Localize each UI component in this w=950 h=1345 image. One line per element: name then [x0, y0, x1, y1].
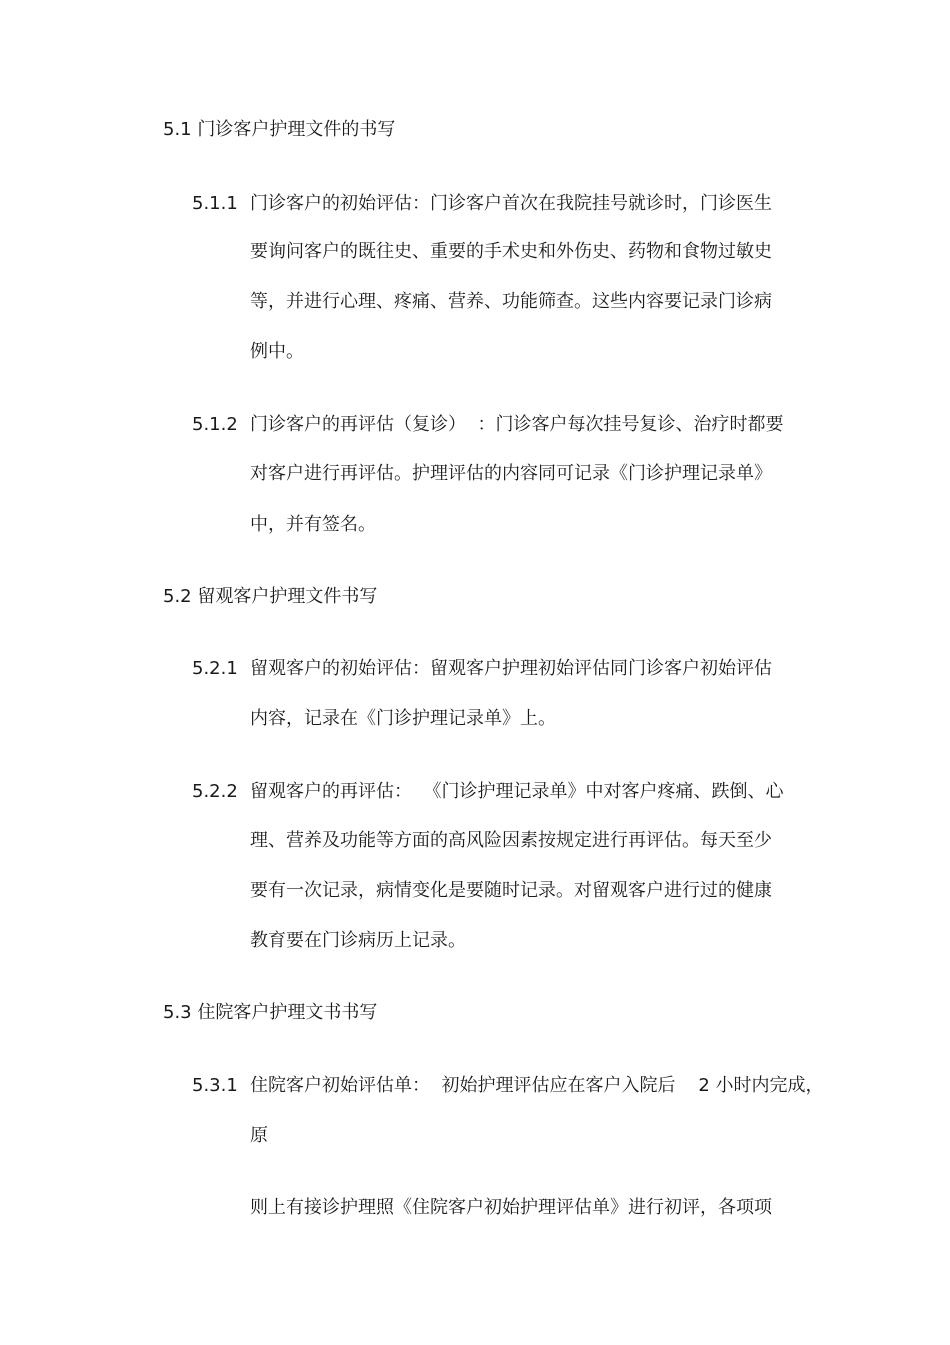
- item-number-5-2-2: 5.2.2: [192, 781, 238, 802]
- item-number-5-1-1: 5.1.1: [192, 193, 238, 214]
- item-5-2-2-line-2: 理、营养及功能等方面的高风险因素按规定进行再评估。每天至少: [250, 830, 772, 851]
- section-heading-5-2: 5.2 留观客户护理文件书写: [163, 586, 378, 607]
- item-5-1-1-line-1: 门诊客户的初始评估：门诊客户首次在我院挂号就诊时，门诊医生: [250, 193, 772, 214]
- item-5-2-2-line-4: 教育要在门诊病历上记录。: [250, 930, 466, 951]
- item-5-1-1-line-4: 例中。: [250, 341, 304, 362]
- item-number-5-2-1: 5.2.1: [192, 658, 238, 679]
- item-5-1-2-line-1: 门诊客户的再评估（复诊） ：门诊客户每次挂号复诊、治疗时都要: [250, 414, 784, 435]
- item-5-3-1-line-3: 则上有接诊护理照《住院客户初始护理评估单》进行初评，各项项: [250, 1197, 772, 1218]
- item-5-1-2-line-3: 中，并有签名。: [250, 514, 376, 535]
- item-5-1-1-line-3: 等，并进行心理、疼痛、营养、功能筛查。这些内容要记录门诊病: [250, 291, 772, 312]
- item-5-1-1-line-2: 要询问客户的既往史、重要的手术史和外伤史、药物和食物过敏史: [250, 241, 772, 262]
- item-5-1-2-line-2: 对客户进行再评估。护理评估的内容同可记录《门诊护理记录单》: [250, 463, 772, 484]
- item-number-5-3-1: 5.3.1: [192, 1075, 238, 1096]
- section-heading-5-3: 5.3 住院客户护理文书书写: [163, 1002, 378, 1023]
- item-number-5-1-2: 5.1.2: [192, 414, 238, 435]
- item-5-3-1-line-1: 住院客户初始评估单： 初始护理评估应在客户入院后 2 小时内完成，: [250, 1075, 824, 1096]
- item-5-2-1-line-2: 内容，记录在《门诊护理记录单》上。: [250, 708, 556, 729]
- item-5-2-2-line-1: 留观客户的再评估： 《门诊护理记录单》中对客户疼痛、跌倒、心: [250, 781, 784, 802]
- item-5-3-1-line-2: 原: [250, 1125, 268, 1146]
- item-5-2-2-line-3: 要有一次记录，病情变化是要随时记录。对留观客户进行过的健康: [250, 880, 772, 901]
- item-5-2-1-line-1: 留观客户的初始评估：留观客户护理初始评估同门诊客户初始评估: [250, 658, 772, 679]
- section-heading-5-1: 5.1 门诊客户护理文件的书写: [163, 119, 396, 140]
